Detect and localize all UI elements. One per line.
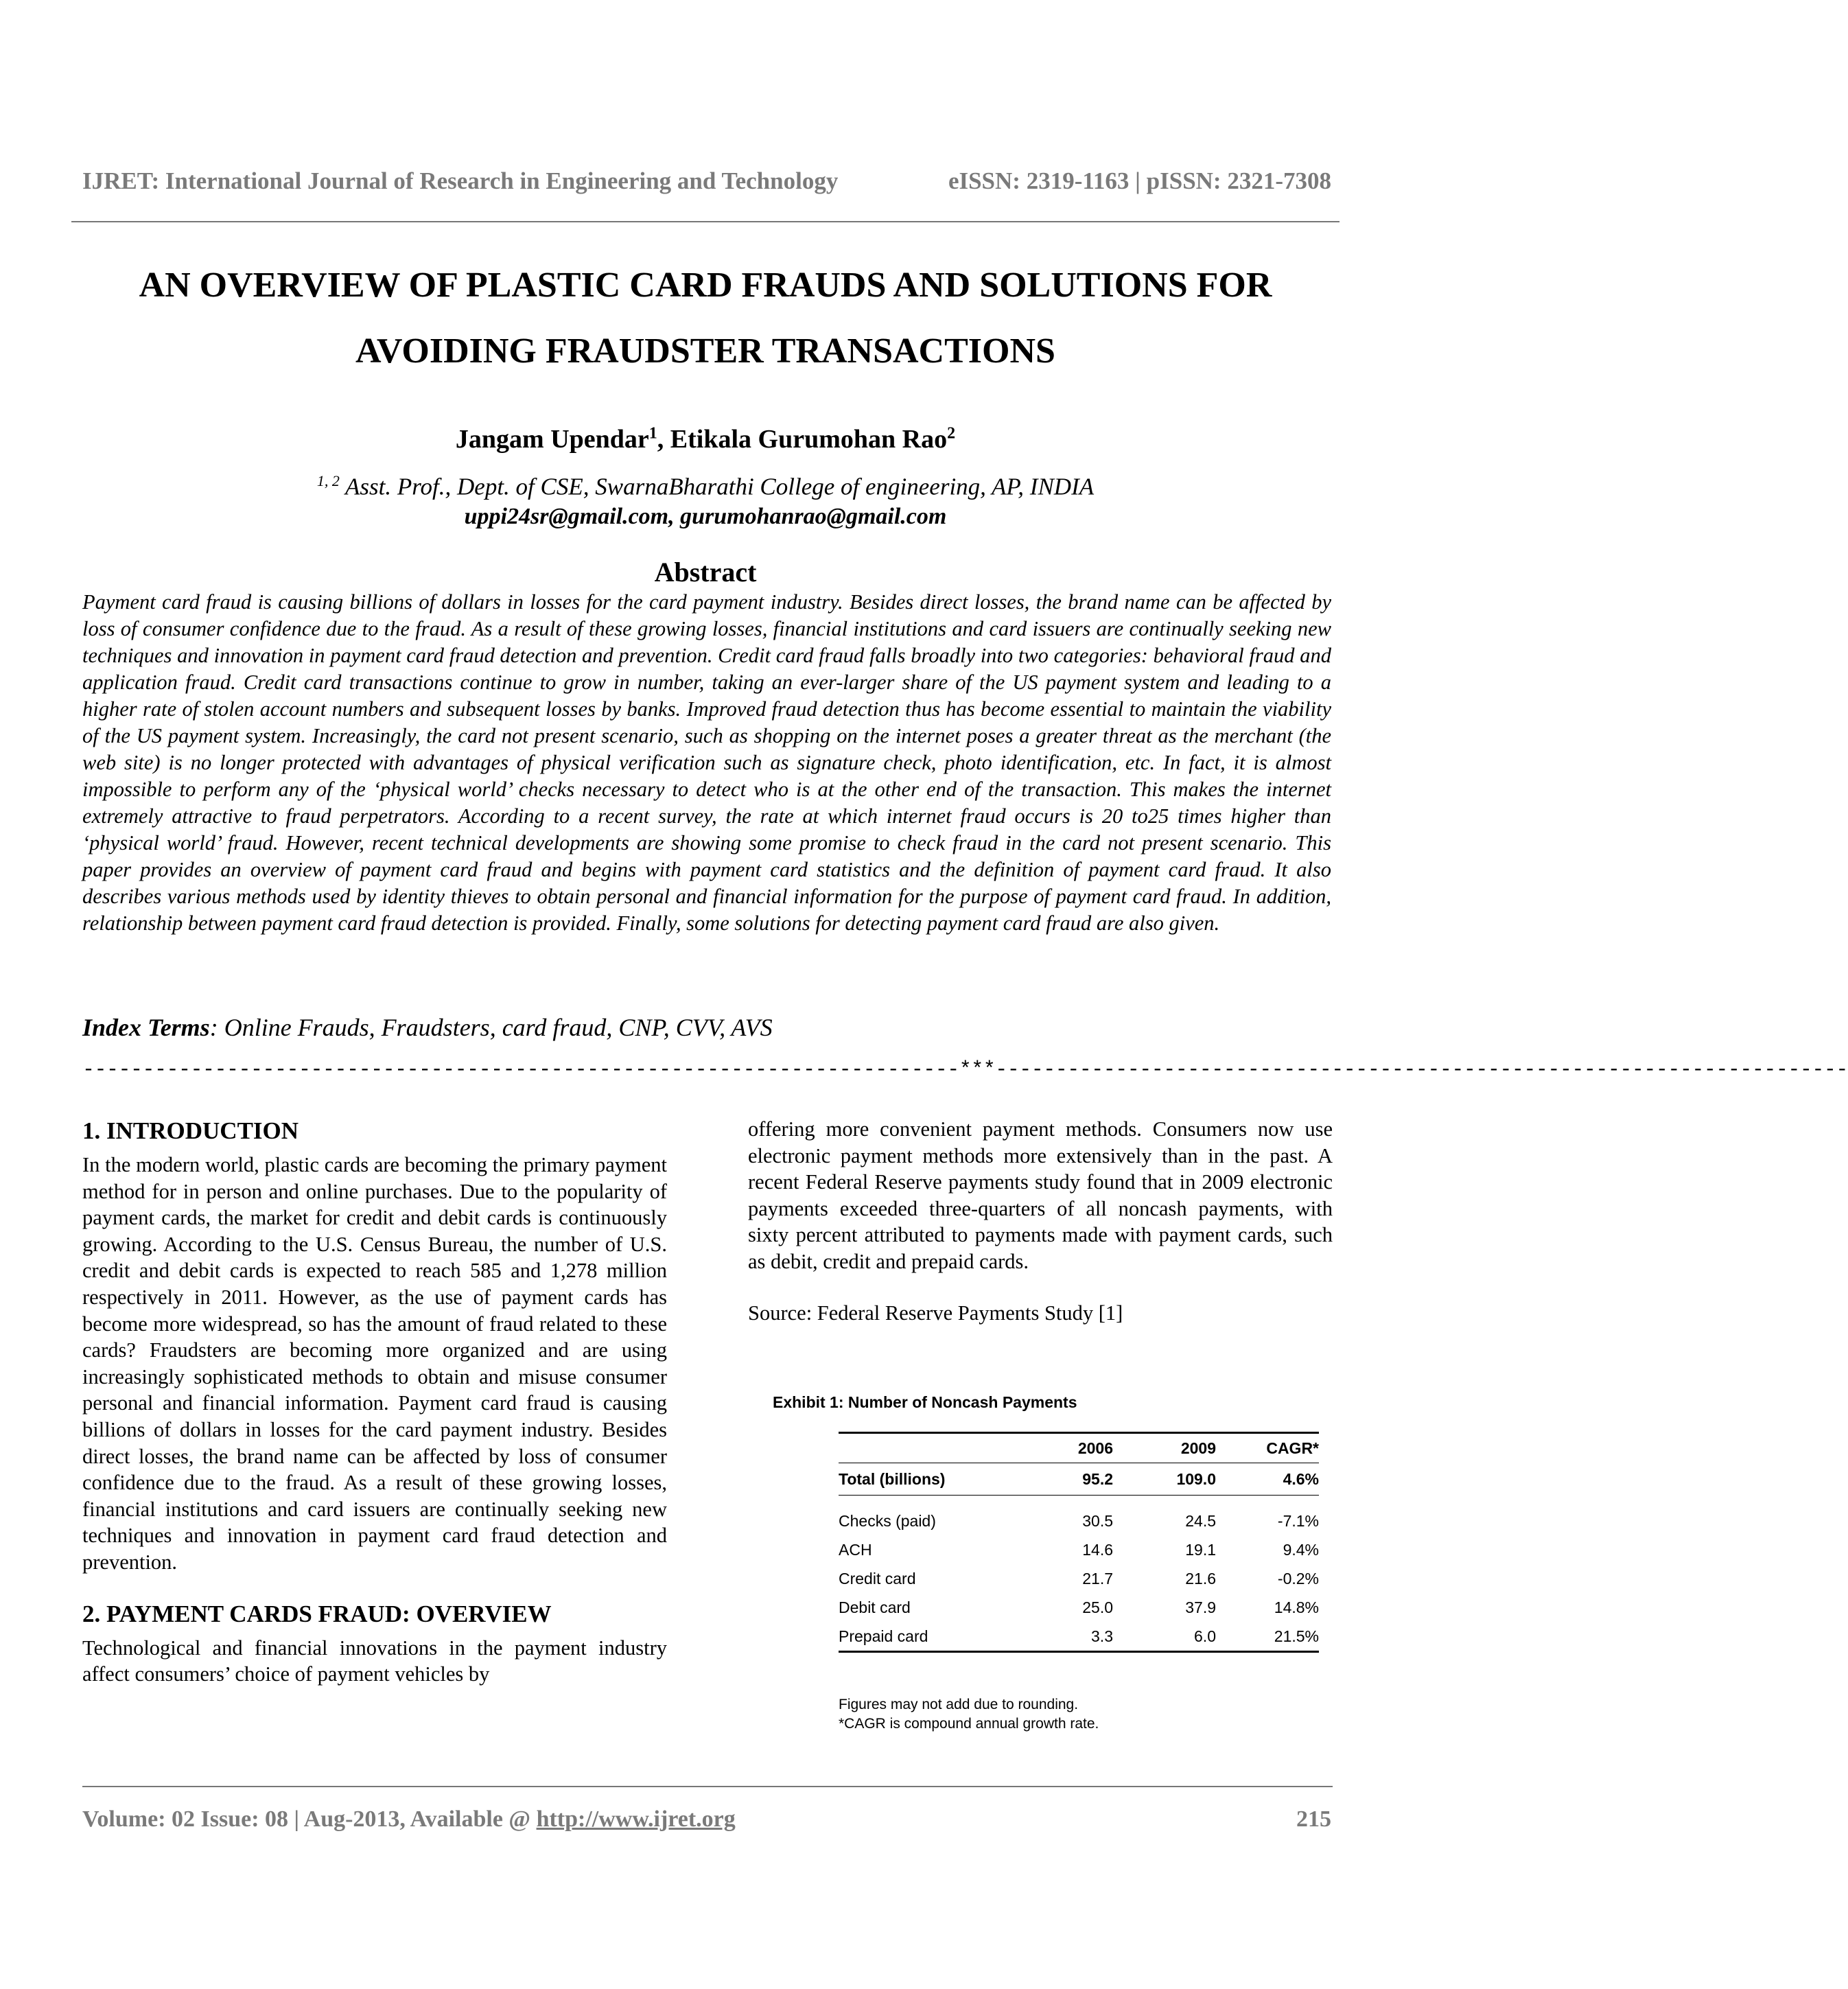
author-emails: uppi24sr@gmail.com, gurumohanrao@gmail.com [464,504,947,529]
table-cell: 109.0 [1113,1463,1216,1496]
table-cell: 21.5% [1216,1622,1319,1652]
exhibit-figure [773,1393,1322,1732]
table-cell: 14.8% [1274,1598,1319,1616]
exhibit-col-cagr: CAGR* [1216,1433,1319,1463]
footer-url-link[interactable]: http://www.ijret.org [536,1806,736,1832]
right-column [748,1116,1333,1326]
paper-title [71,253,1340,384]
table-cell: ACH [839,1540,872,1559]
exhibit-header-row [839,1433,1319,1463]
affiliation [71,472,1340,501]
paper-title-line-1: AN OVERVIEW OF PLASTIC CARD FRAUDS AND SOLUTIONS FOR [139,266,1272,305]
author-1-affil-mark: 1 [648,424,657,443]
table-row [839,1507,1319,1535]
exhibit-col-2006: 2006 [1010,1433,1113,1463]
index-terms-text: : Online Frauds, Fraudsters, card fraud, CNP, CVV, AVS [209,1014,773,1041]
table-cell: -7.1% [1277,1511,1319,1530]
running-header [82,167,1331,195]
source-note: Source: Federal Reserve Payments Study [1] [748,1301,1123,1325]
table-cell: 24.5 [1185,1511,1216,1530]
authors [71,424,1340,454]
header-rule [71,221,1340,222]
table-row [839,1535,1319,1564]
abstract-heading: Abstract [654,557,757,588]
overview-heading: 2. PAYMENT CARDS FRAUD: OVERVIEW [82,1600,552,1627]
table-cell: 6.0 [1113,1622,1216,1652]
exhibit-title: Exhibit 1: Number of Noncash Payments [773,1393,1077,1411]
table-cell: 25.0 [1082,1598,1113,1616]
exhibit-notes [839,1695,1099,1734]
table-cell: 19.1 [1185,1540,1216,1559]
table-cell: Total (billions) [839,1463,1010,1496]
exhibit-col-label [839,1433,1010,1463]
table-cell: Checks (paid) [839,1511,936,1530]
author-2-affil-mark: 2 [947,424,956,443]
section-separator: -------------------------------------------------------------------------***----------------------------------------------------------------------- [82,1058,1848,1082]
left-column [82,1116,667,1688]
journal-issn: eISSN: 2319-1163 | pISSN: 2321-7308 [948,167,1331,194]
table-cell: 21.6 [1185,1569,1216,1587]
intro-heading: 1. INTRODUCTION [82,1117,299,1144]
paper-title-line-2: AVOIDING FRAUDSTER TRANSACTIONS [355,332,1055,371]
table-cell: Credit card [839,1569,916,1587]
exhibit-table [839,1432,1319,1653]
author-2: Etikala Gurumohan Rao [670,425,948,454]
journal-name: IJRET: International Journal of Research in Engineering and Technology [82,167,839,194]
table-cell: Prepaid card [839,1622,1010,1652]
intro-paragraph: In the modern world, plastic cards are becoming the primary payment method for in person and online purchases. Due to the popularity of payment cards, the market for credit and debit cards is continuously growing. According to the U.S. Census Bureau, the number of U.S. credit and debit cards is expected to reach 585 and 1,278 million respectively in 2011. However, as the use of payment cards has become more widespread, so has the amount of fraud related to these cards? Fraudsters are becoming more organized and are using increasingly sophisticated methods to obtain and misuse consumer personal and financial information. Payment card fraud is causing billions of dollars in losses for the card payment industry. Besides direct losses, the brand name can be affected by loss of consumer confidence due to the fraud. As a result of these growing losses, financial institutions and card issuers are continually seeking new techniques and innovation in payment card fraud detection and prevention. [82,1153,667,1574]
table-cell: Debit card [839,1598,911,1616]
table-cell: 21.7 [1082,1569,1113,1587]
overview-paragraph: Technological and financial innovations in the payment industry affect consumers’ choice of payment vehicles by [82,1636,667,1686]
table-cell: -0.2% [1277,1569,1319,1587]
exhibit-note-rounding: Figures may not add due to rounding. [839,1697,1079,1712]
table-cell: 9.4% [1283,1540,1319,1559]
table-cell: 30.5 [1082,1511,1113,1530]
right-paragraph: offering more convenient payment methods. Consumers now use electronic payment methods more extensively than in the past. A recent Federal Reserve payments study found that in 2009 electronic payments exceeded three-quarters of all noncash payments, with sixty percent attributed to payments made with payment cards, such as debit, credit and prepaid cards. [748,1117,1333,1273]
table-row [839,1593,1319,1622]
author-separator: , [657,425,670,454]
table-cell: 4.6% [1216,1463,1319,1496]
affiliation-text: Asst. Prof., Dept. of CSE, SwarnaBharathi College of engineering, AP, INDIA [345,473,1095,500]
abstract-text: Payment card fraud is causing billions of dollars in losses for the card payment industry. Besides direct losses, the brand name can be affected by loss of consumer confidence due to the fraud. As a result of these growing losses, financial institutions and card issuers are continually seeking new techniques and innovation in payment card fraud detection and prevention. Credit card fraud falls broadly into two categories: behavioral fraud and application fraud. Credit card transactions continue to grow in number, taking an ever-larger share of the US payment system and leading to a higher rate of stolen account numbers and subsequent losses by banks. Improved fraud detection thus has become essential to maintain the viability of the US payment system. Increasingly, the card not present scenario, such as shopping on the internet poses a greater threat as the merchant (the web site) is no longer protected with advantages of physical verification such as signature check, photo identification, etc. In fact, it is almost impossible to perform any of the ‘physical world’ checks necessary to detect who is at the other end of the transaction. This makes the internet extremely attractive to fraud perpetrators. According to a recent survey, the rate at which internet fraud occurs is 20 to25 times higher than ‘physical world’ fraud. However, recent technical developments are showing some promise to check fraud in the card not present scenario. This paper provides an overview of payment card fraud and begins with payment card statistics and the definition of payment card fraud. It also describes various methods used by identity thieves to obtain personal and financial information for the purpose of payment card fraud. In addition, relationship between payment card fraud detection is provided. Finally, some solutions for detecting payment card fraud are also given. [82,590,1331,935]
index-terms-label: Index Terms [82,1014,210,1041]
table-cell: 37.9 [1185,1598,1216,1616]
footer-volume: Volume: 02 Issue: 08 | Aug-2013, Available @ [82,1806,537,1832]
table-cell: 3.3 [1010,1622,1113,1652]
table-cell: 14.6 [1082,1540,1113,1559]
author-1: Jangam Upendar [455,425,649,454]
page-number: 215 [1296,1806,1331,1832]
table-row [839,1564,1319,1593]
footer-rule [82,1786,1333,1787]
index-terms [82,1013,773,1042]
exhibit-col-2009: 2009 [1113,1433,1216,1463]
page-footer [82,1806,1331,1833]
table-row [839,1622,1319,1652]
exhibit-total-row [839,1463,1319,1496]
table-cell: 95.2 [1010,1463,1113,1496]
exhibit-note-cagr: *CAGR is compound annual growth rate. [839,1716,1099,1732]
affiliation-mark: 1, 2 [316,472,340,489]
exhibit-spacer-row [839,1496,1319,1507]
